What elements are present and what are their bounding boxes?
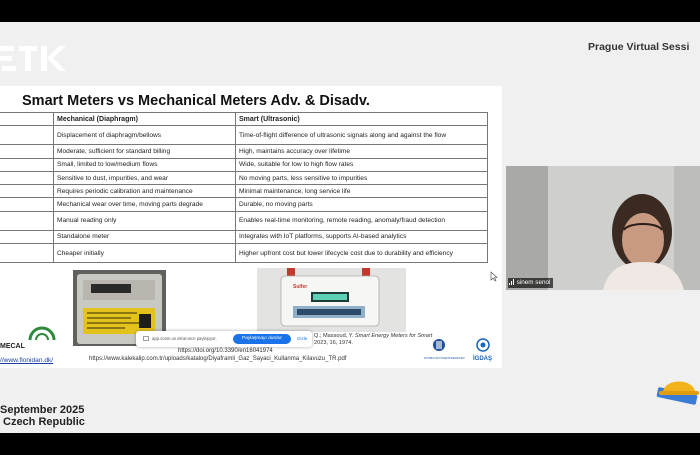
mecal-logo-text: MECAL — [0, 343, 25, 350]
table-cell — [0, 145, 54, 158]
signal-strength-icon — [509, 279, 515, 285]
stop-sharing-button[interactable]: Paylaşmayı durdur — [233, 334, 291, 344]
table-cell: Durable, no moving parts — [236, 198, 488, 211]
table-row — [0, 211, 488, 230]
igdas-logo-text: İGDAŞ — [473, 356, 493, 362]
meter-brand-text: Sulfer — [293, 284, 308, 290]
table-row — [0, 230, 488, 243]
table-row — [0, 171, 488, 184]
table-cell: Sensitive to dust, impurities, and wear — [54, 171, 236, 184]
table-cell — [0, 198, 54, 211]
table-cell — [0, 158, 54, 171]
table-cell: Minimal maintenance, long service life — [236, 185, 488, 198]
table-cell: Mechanical wear over time, moving parts degrade — [54, 198, 236, 211]
slide-title: Smart Meters vs Mechanical Meters Adv. & Disadv. — [22, 93, 370, 109]
mouse-pointer-icon — [490, 272, 498, 282]
table-cell: Manual reading only — [54, 211, 236, 230]
participant-name: sinem senol — [516, 279, 551, 286]
participant-video-feed — [506, 166, 700, 290]
table-header — [0, 113, 54, 126]
table-row — [0, 244, 488, 263]
table-cell — [0, 126, 54, 145]
table-header-row — [0, 113, 488, 126]
table-cell: Integrates with IoT platforms, supports AI-based analytics — [236, 230, 488, 243]
table-cell: Higher upfront cost but lower lifecycle cost due to durability and efficiency — [236, 244, 488, 263]
hide-share-bar-link[interactable]: Gizle — [297, 336, 308, 341]
table-cell: Enables real-time monitoring, remote reading, anomaly/fraud detection — [236, 211, 488, 230]
table-cell — [0, 211, 54, 230]
bottom-black-bar — [0, 433, 700, 455]
table-row — [0, 145, 488, 158]
shared-slide — [0, 86, 502, 368]
conference-date: September 2025 — [0, 404, 85, 416]
table-cell: Cheaper initially — [54, 244, 236, 263]
istanbul-municipality-logo — [424, 336, 465, 364]
participant-name-label — [508, 278, 553, 288]
table-cell — [0, 230, 54, 243]
screen-share-bar — [136, 331, 312, 347]
flonidan-link[interactable]: //www.flonidan.dk/ — [0, 357, 54, 364]
table-cell: Standalone meter — [54, 230, 236, 243]
table-header: Mechanical (Diaphragm) — [54, 113, 236, 126]
table-cell — [0, 171, 54, 184]
table-cell: Requires periodic calibration and maintenance — [54, 185, 236, 198]
table-row — [0, 126, 488, 145]
table-cell: Displacement of diaphragm/bellows — [54, 126, 236, 145]
reference-url: https://www.kalekalip.com.tr/uploads/katalog/Diyaframli_Gaz_Sayaci_Kullanma_Kilavuzu_TR.pdf — [89, 356, 347, 362]
table-header: Smart (Ultrasonic) — [236, 113, 488, 126]
mecal-logo — [0, 328, 60, 352]
reference-volume: 2023, 16, 1974. — [314, 340, 353, 347]
table-row — [0, 158, 488, 171]
table-cell: High, maintains accuracy over lifetime — [236, 145, 488, 158]
reference-doi: https://doi.org/10.3390/en16041974 — [178, 348, 273, 354]
table-cell: Moderate, sufficient for standard billing — [54, 145, 236, 158]
table-row — [0, 198, 488, 211]
hardhat-icon — [655, 369, 700, 409]
conference-title: Prague Virtual Sessi — [588, 41, 690, 53]
reference-journal: Smart Energy Meters for Smart — [354, 333, 433, 339]
share-screen-icon — [143, 336, 149, 342]
table-cell — [0, 185, 54, 198]
top-black-bar — [0, 0, 700, 22]
table-cell: Small, limited to low/medium flows — [54, 158, 236, 171]
reference-authors: Q.; Massoud, Y. — [314, 333, 354, 339]
ibb-logo-text: İSTANBUL BÜYÜKŞEHİR BELEDİYESİ — [424, 358, 465, 360]
table-cell — [0, 244, 54, 263]
table-row — [0, 185, 488, 198]
smart-meter-photo — [257, 268, 406, 332]
reference-citation — [314, 333, 432, 348]
igdas-logo — [468, 336, 498, 364]
table-cell: Wide, suitable for low to high flow rates — [236, 158, 488, 171]
share-status-text: app.zoom.us ekranınızı paylaşıyor. — [152, 336, 217, 341]
table-cell: Time-of-flight difference of ultrasonic signals along and against the flow — [236, 126, 488, 145]
conference-location: Czech Republic — [3, 416, 85, 428]
table-cell: No moving parts, less sensitive to impurities — [236, 171, 488, 184]
participant-video-tile[interactable] — [506, 166, 700, 290]
comparison-table — [0, 112, 488, 263]
conference-logo — [0, 42, 66, 78]
zoom-stage — [0, 22, 700, 433]
